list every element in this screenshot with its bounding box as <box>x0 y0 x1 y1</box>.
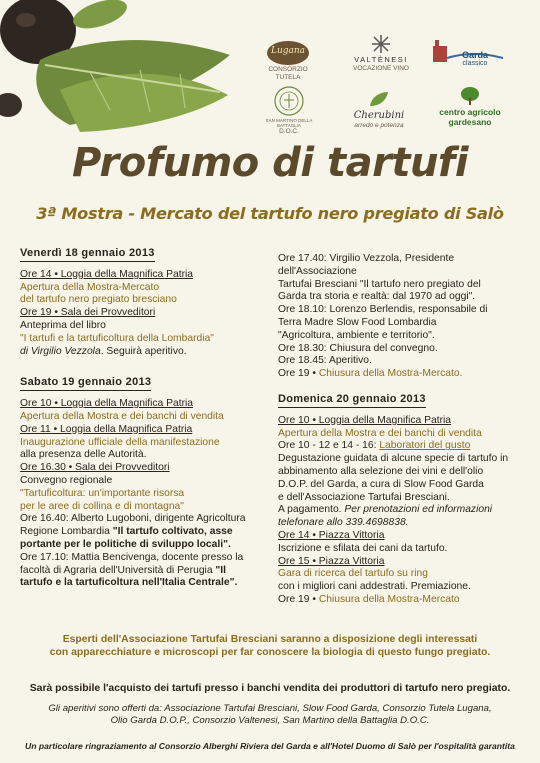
page-subtitle: 3ª Mostra - Mercato del tartufo nero pregiato di Salò <box>36 204 504 223</box>
sunday-event-3-time: Ore 14 • Piazza Vittoria <box>278 529 385 541</box>
left-column <box>20 247 270 590</box>
leaf-icon <box>368 90 390 108</box>
saturday-event-2-time: Ore 11 • Loggia della Magnifica Patria <box>20 423 193 435</box>
sunday-event-2-time: Ore 10 - 12 e 14 - 16: Laboratori del gusto <box>278 440 471 452</box>
friday-event-2-book: "I tartufi e la tartuficoltura della Lombardia" <box>20 332 214 344</box>
saturday-event-2-desc: alla presenza delle Autorità. <box>20 449 147 461</box>
friday-closing-conference: Ore 18.30: Chiusura del convegno. <box>278 342 438 354</box>
star-flower-icon <box>371 34 391 54</box>
friday-talk-2-cont: Terra Madre Slow Food Lombardia <box>278 316 437 328</box>
friday-closing: Ore 19 • Chiusura della Mostra-Mercato. <box>278 368 463 380</box>
saturday-event-3-title-cont: per le aree di collina e di montagna" <box>20 500 184 512</box>
garda-classico-logo: Garda classico <box>428 38 508 68</box>
saturday-talk-2-cont: facoltà di Agraria dell'Università di Perugia "Il <box>20 564 227 576</box>
sunday-event-2-desc-cont2: D.O.P. del Garda, a cura di Slow Food Garda <box>278 478 484 490</box>
saturday-event-1-title: Apertura della Mostra e dei banchi di vendita <box>20 410 224 422</box>
cherubini-logo: Cherubini arredo e potenza <box>340 90 418 129</box>
sunday-event-2-desc: Degustazione guidata di alcune specie di tartufo in <box>278 453 509 465</box>
right-column <box>278 253 530 607</box>
tree-icon <box>459 86 481 106</box>
lugana-logo: Lugana CONSORZIO TUTELA <box>258 40 318 81</box>
sunday-closing: Ore 19 • Chiusura della Mostra-Mercato <box>278 593 460 605</box>
sunday-event-3-desc: Iscrizione e sfilata dei cani da tartufo. <box>278 542 448 554</box>
sponsor-logos <box>258 30 540 136</box>
saturday-event-3-title: "Tartuficoltura: un'importante risorsa <box>20 487 185 499</box>
friday-event-2-desc: Anteprima del libro <box>20 319 106 331</box>
truffle-leaves-illustration <box>0 0 240 135</box>
friday-event-1-time: Ore 14 • Loggia della Magnifica Patria <box>20 268 194 280</box>
sunday-event-2-desc-cont3: e dell'Associazione Tartufai Bresciani. <box>278 491 450 503</box>
day-heading-friday: Venerdì 18 gennaio 2013 <box>20 247 155 262</box>
friday-event-1-title-cont: del tartufo nero pregiato bresciano <box>20 294 177 306</box>
sunday-event-4-time: Ore 15 • Piazza Vittoria <box>278 555 385 567</box>
saturday-talk-2: Ore 17.10: Mattia Bencivenga, docente presso la <box>20 551 244 563</box>
saturday-talk-1-cont: Regione Lombardia "Il tartufo coltivato, asse <box>20 526 233 538</box>
saturday-event-1-time: Ore 10 • Loggia della Magnifica Patria <box>20 398 194 410</box>
page-title: Profumo di tartufi <box>71 140 469 186</box>
footer-sponsors-note: Gli aperitivi sono offerti da: Associazione Tartufai Bresciani, Slow Food Garda, Consorzio Tutela Lugana, Olio Garda D.O.P., Consorzio Valtenesi, San Martino della Battaglia D.O.C. <box>48 703 492 727</box>
saturday-event-2-title: Inaugurazione ufficiale della manifestazione <box>20 436 220 448</box>
saturday-talk-1: Ore 16.40: Alberto Lugoboni, dirigente Agricoltura <box>20 513 246 525</box>
saturday-event-3-desc: Convegno regionale <box>20 474 113 486</box>
day-heading-sunday: Domenica 20 gennaio 2013 <box>278 393 426 408</box>
saturday-talk-2-title: tartufo e la tartuficoltura nell'Italia Centrale". <box>20 577 238 589</box>
sunday-event-4-desc: con i migliori cani addestrati. Premiazione. <box>278 581 471 593</box>
san-martino-logo: SAN MARTINO DELLA BATTAGLIA D.O.C. <box>260 86 318 136</box>
valtenesi-logo: VALTÈNESI VOCAZIONE VINO <box>346 34 416 72</box>
footer-purchase-note: Sarà possibile l'acquisto dei tartufi presso i banchi vendita dei produttori di tartufo nero pregiato. <box>29 683 511 694</box>
friday-event-2-time: Ore 19 • Sala dei Provveditori <box>20 307 156 319</box>
sunday-event-4-title: Gara di ricerca del tartufo su ring <box>278 568 428 580</box>
sunday-booking: A pagamento. Per prenotazioni ed informazioni <box>278 504 493 516</box>
friday-talk-1-title: Garda tra storia e realtà: dal 1970 ad oggi". <box>278 291 476 303</box>
footer-experts-note: Esperti dell'Associazione Tartufai Bresciani saranno a disposizione degli interessati con apparecchiature e microscopi per far conoscere la biologia di questo fungo pregiato. <box>49 634 491 658</box>
day-heading-saturday: Sabato 19 gennaio 2013 <box>20 376 151 391</box>
friday-event-1-title: Apertura della Mostra-Mercato <box>20 281 160 293</box>
sunday-event-1-title: Apertura della Mostra e dei banchi di vendita <box>278 427 482 439</box>
friday-aperitivo: Ore 18.45: Aperitivo. <box>278 355 372 367</box>
footer-thanks: Un particolare ringraziamento al Consorzio Alberghi Riviera del Garda e all'Hotel Duomo di Salò per l'ospitalità garantita <box>25 741 515 751</box>
header-banner <box>0 0 540 140</box>
sunday-phone: telefonare allo 339.4698838. <box>278 517 409 529</box>
friday-talk-2-title: "Agricoltura, ambiente e territorio". <box>278 329 435 341</box>
saturday-talk-1-title: portante per le politiche di sviluppo locali". <box>20 538 231 550</box>
seal-icon <box>274 86 304 116</box>
friday-talk-2: Ore 18.10: Lorenzo Berlendis, responsabile di <box>278 304 488 316</box>
centro-agricolo-logo: centro agricolo gardesano <box>438 86 502 128</box>
friday-event-2-author: di Virgilio Vezzola. Seguirà aperitivo. <box>20 345 187 357</box>
saturday-event-3-time: Ore 16.30 • Sala dei Provveditori <box>20 462 170 474</box>
sunday-event-2-desc-cont: abbinamento alla selezione dei vini e dell'olio <box>278 465 484 477</box>
friday-talk-1-cont: Tartufai Bresciani "Il tartufo nero pregiato del <box>278 278 481 290</box>
friday-talk-1: Ore 17.40: Virgilio Vezzola, Presidente dell'Associazione <box>278 253 455 277</box>
sunday-event-1-time: Ore 10 • Loggia della Magnifica Patria <box>278 414 452 426</box>
